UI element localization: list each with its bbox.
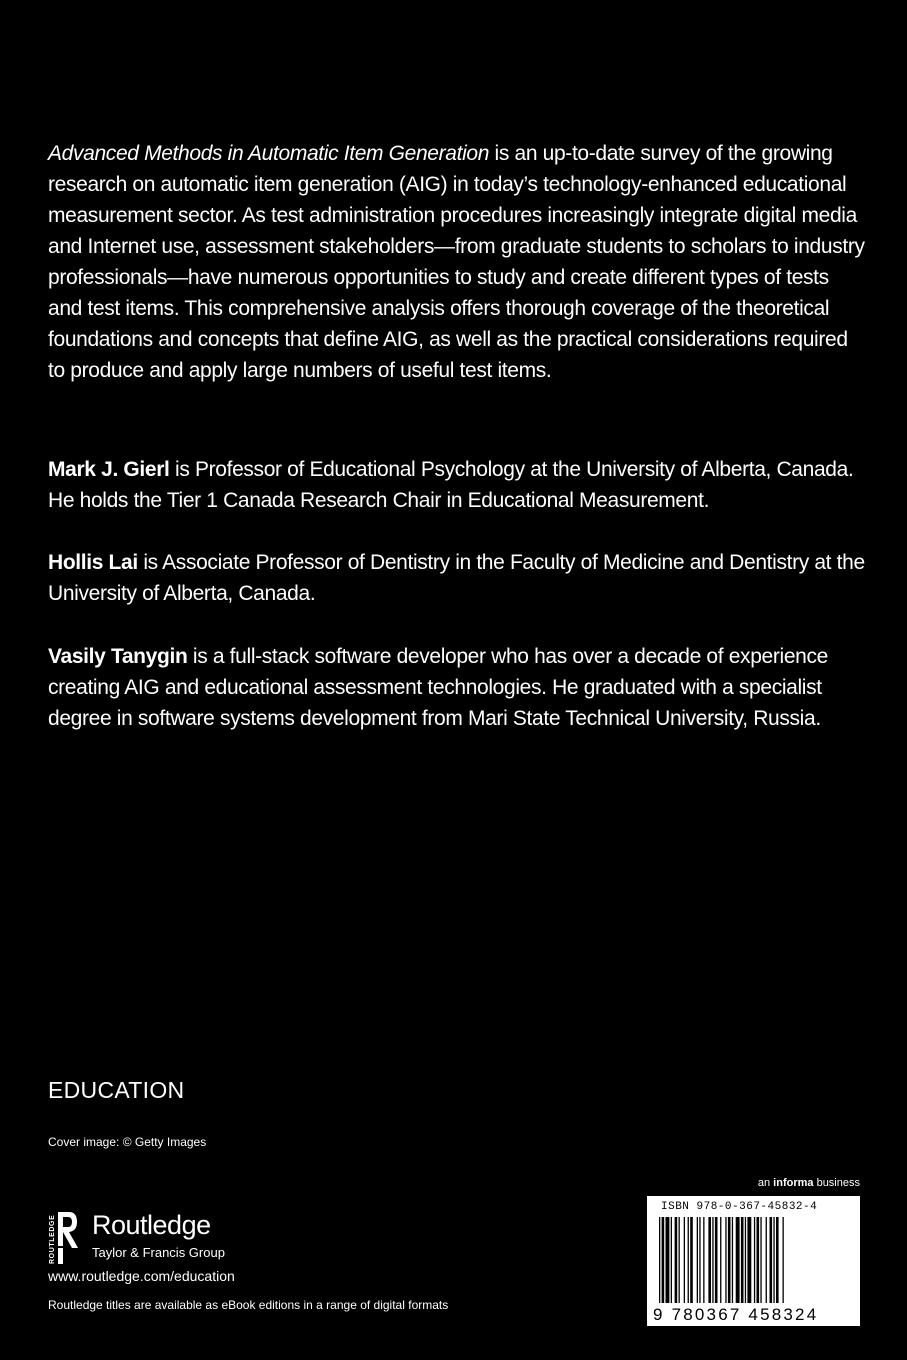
author-bio-text: is Associate Professor of Dentistry in the Faculty of Medicine and Dentistry at the University of Alberta, Canada. bbox=[48, 551, 865, 605]
author-name: Mark J. Gierl bbox=[48, 458, 170, 481]
author-bio-text: is Professor of Educational Psychology at the University of Alberta, Canada. He holds the Tier 1 Canada Research Chair in Educational Measurement. bbox=[48, 458, 854, 512]
isbn-barcode bbox=[647, 1196, 860, 1326]
author-bio-tanygin bbox=[48, 641, 868, 734]
barcode-digits: 9 780367 458324 bbox=[653, 1305, 819, 1324]
description-text: is an up-to-date survey of the growing research on automatic item generation (AIG) in today’s technology-enhanced educational measurement sector. As test administration procedures increasingly integrate digital media and Internet use, assessment stakeholders—from graduate students to scholars to industry professionals—have numerous opportunities to study and create different types of tests and test items. This comprehensive analysis offers thorough coverage of the theoretical foundations and concepts that define AIG, as well as the practical considerations required to produce and apply large numbers of useful test items. bbox=[48, 142, 865, 382]
author-bio-lai bbox=[48, 547, 868, 609]
ebook-note: Routledge titles are available as eBook editions in a range of digital formats bbox=[48, 1298, 449, 1312]
routledge-logo-icon bbox=[46, 1210, 80, 1266]
isbn-label: ISBN 978-0-367-45832-4 bbox=[661, 1201, 818, 1213]
informa-brand: informa bbox=[773, 1177, 814, 1189]
publisher-url: www.routledge.com/education bbox=[48, 1268, 235, 1284]
author-bio-text: is a full-stack software developer who has over a decade of experience creating AIG and educational assessment technologies. He graduated with a specialist degree in software systems development from Mari State Technical University, Russia. bbox=[48, 645, 828, 730]
informa-tagline: an informa business bbox=[757, 1177, 860, 1189]
author-name: Hollis Lai bbox=[48, 551, 138, 574]
publisher-logo-block bbox=[46, 1208, 306, 1268]
author-bio-gierl bbox=[48, 454, 868, 516]
publisher-name: Routledge bbox=[92, 1210, 211, 1240]
author-name: Vasily Tanygin bbox=[48, 645, 188, 668]
publisher-group: Taylor & Francis Group bbox=[92, 1245, 225, 1260]
description-blurb bbox=[48, 138, 868, 386]
book-title: Advanced Methods in Automatic Item Generation bbox=[48, 142, 490, 165]
subject-category: EDUCATION bbox=[48, 1077, 185, 1103]
cover-credit: Cover image: © Getty Images bbox=[48, 1135, 207, 1149]
logo-vertical-text: ROUTLEDGE bbox=[49, 1214, 56, 1264]
